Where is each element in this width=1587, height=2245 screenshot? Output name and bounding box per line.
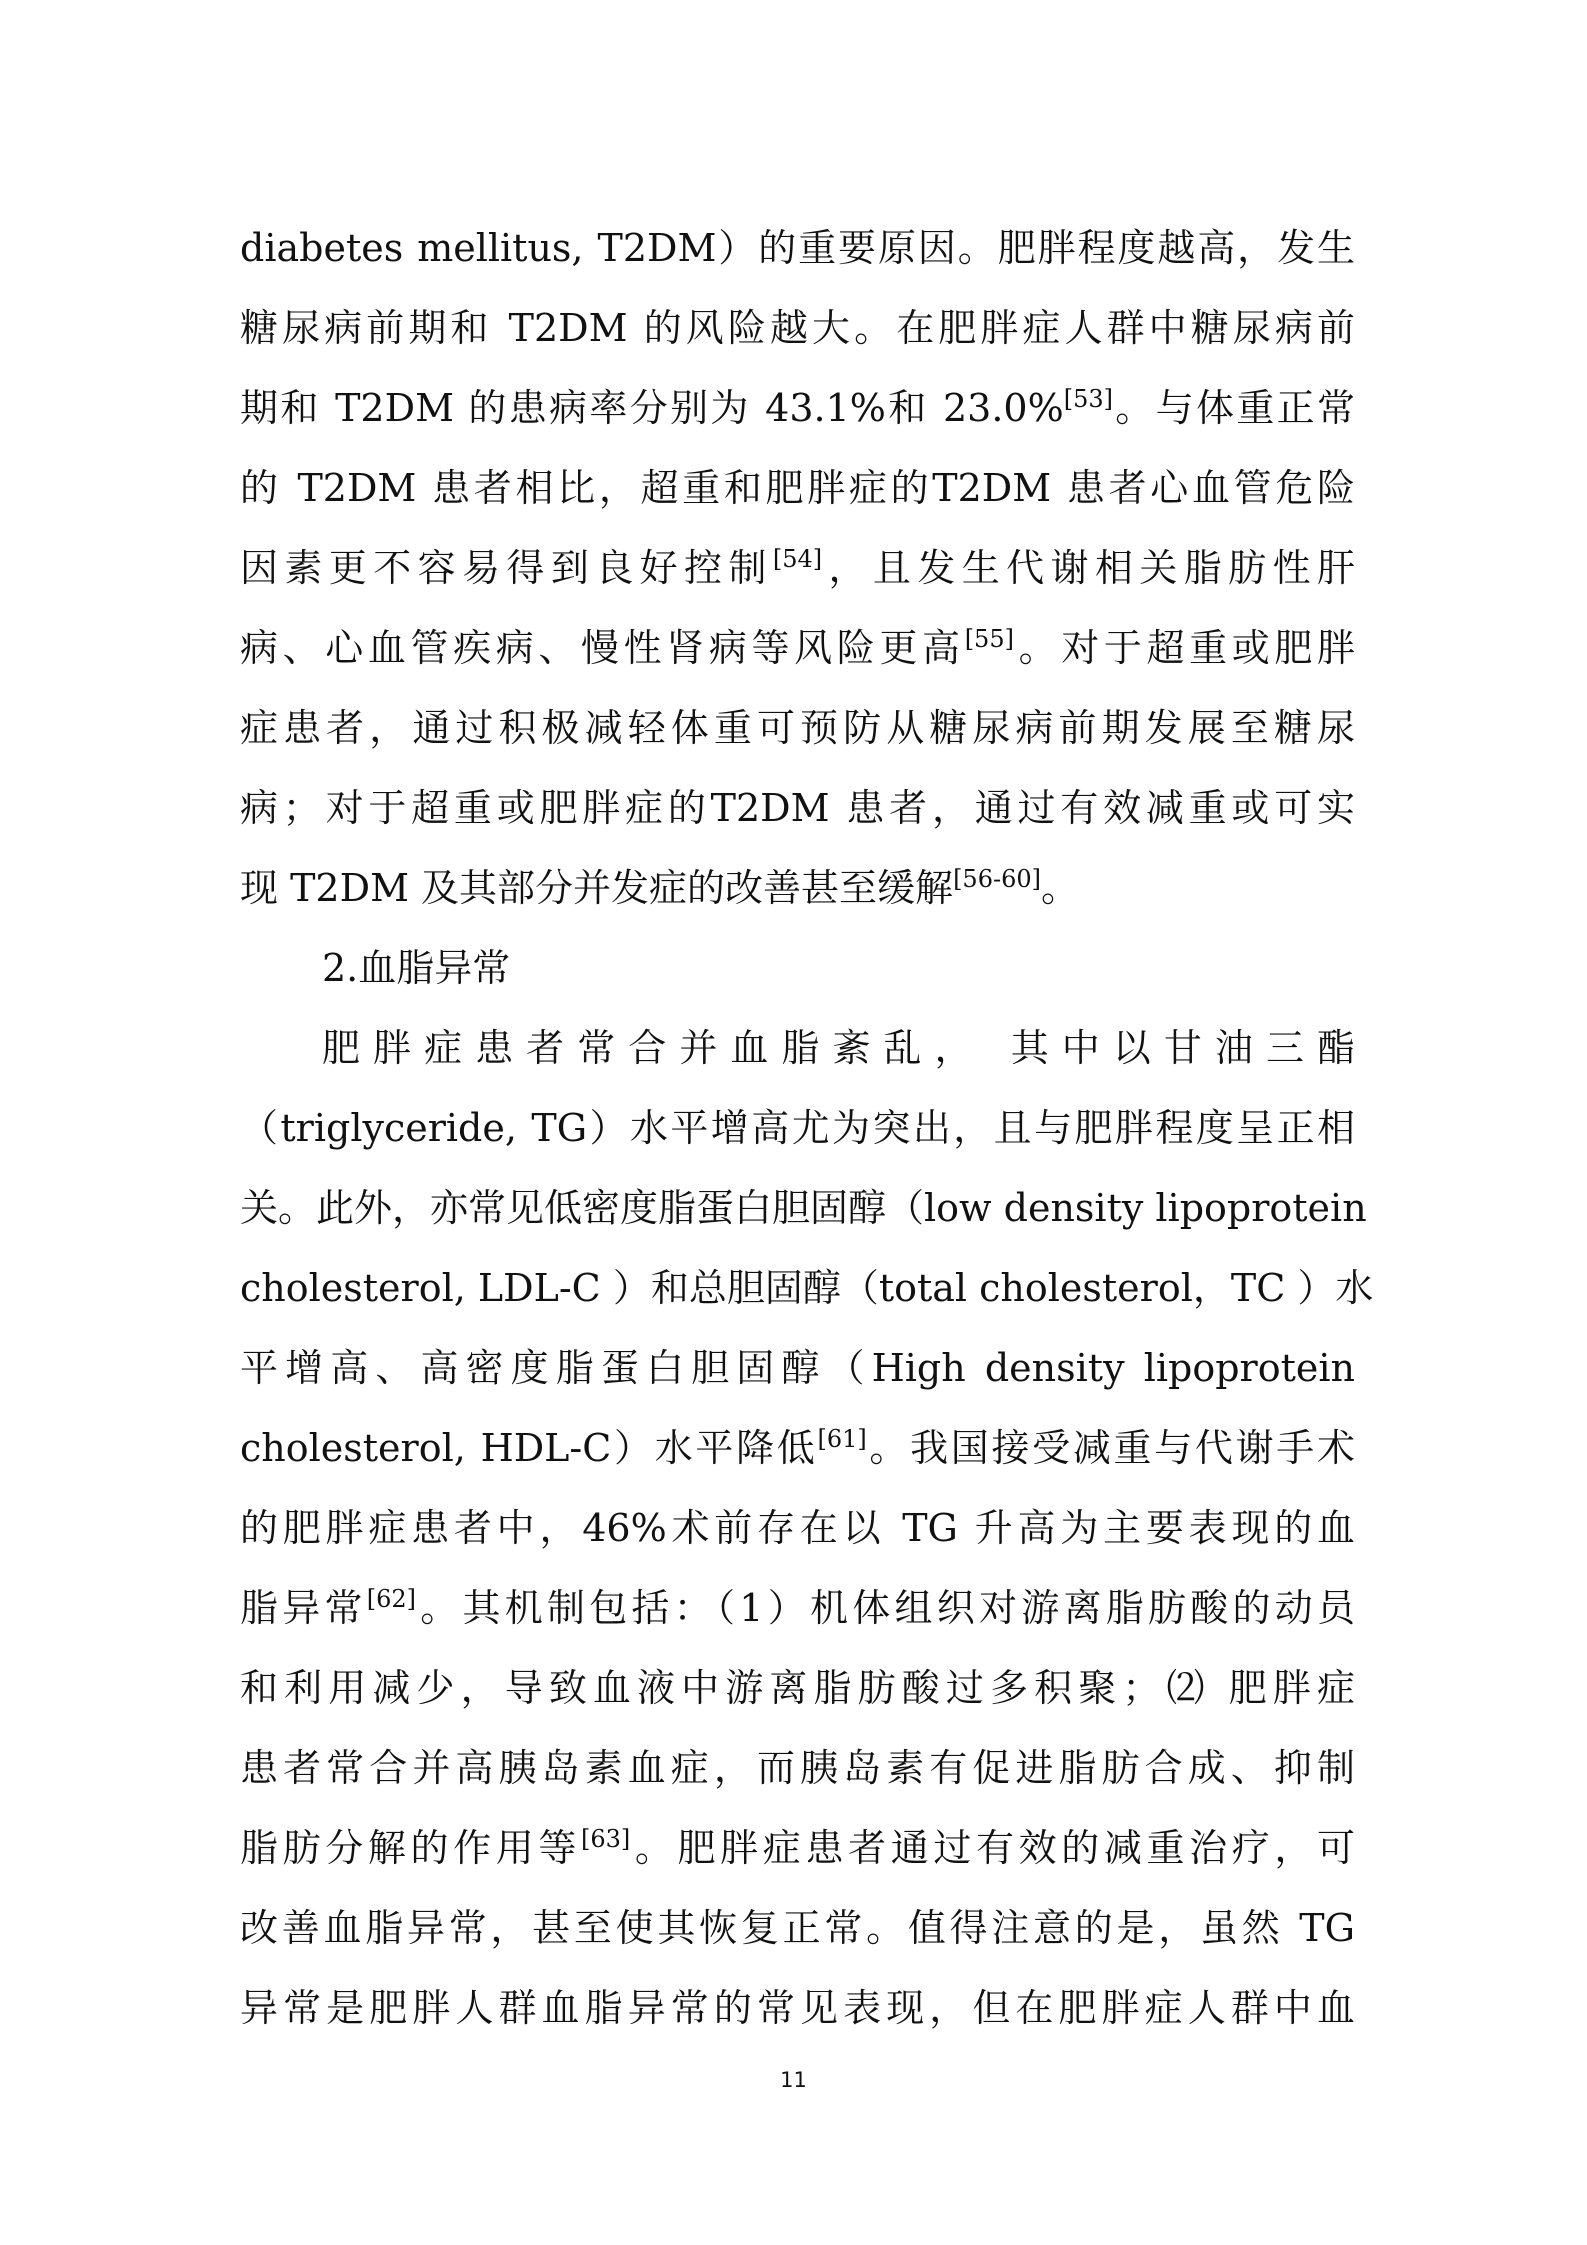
paragraph-line (240, 288, 1355, 368)
section-heading (322, 928, 510, 1008)
paragraph-line (240, 1408, 1355, 1488)
paragraph-line (240, 1808, 1355, 1888)
text-run: 和利用减少，导致血液中游离脂肪酸过多积聚；⑵ 肥胖症 (240, 1666, 1355, 1710)
text-run: cholesterol, LDL-C ）和总胆固醇（total cholesterol，TC ）水 (240, 1266, 1374, 1310)
text-run: 的肥胖症患者中，46%术前存在以 TG 升高为主要表现的血 (240, 1506, 1355, 1550)
text-run: 。 (1040, 866, 1079, 910)
paragraph-line (240, 448, 1355, 528)
text-run: ，且发生代谢相关脂肪性肝 (822, 546, 1355, 590)
paragraph-line (240, 1648, 1355, 1728)
paragraph-line (240, 1488, 1355, 1568)
citation-ref: [56-60] (953, 865, 1041, 893)
text-run: 脂异常 (240, 1586, 367, 1630)
paragraph-line (240, 688, 1355, 768)
paragraph-line (240, 368, 1355, 448)
heading-text: 2.血脂异常 (322, 946, 511, 990)
paragraph-line (240, 1328, 1355, 1408)
text-run: 。我国接受减重与代谢手术 (866, 1426, 1355, 1470)
text-run: 。与体重正常 (1112, 386, 1355, 430)
paragraph-line (240, 1168, 1367, 1248)
paragraph-line (240, 608, 1355, 688)
citation-ref: [61] (817, 1425, 867, 1453)
text-run: 。对于超重或肥胖 (1013, 626, 1355, 670)
text-run: （triglyceride, TG）水平增高尤为突出，且与肥胖程度呈正相 (240, 1106, 1355, 1150)
text-run: 平增高、高密度脂蛋白胆固醇（High density lipoprotein (240, 1346, 1355, 1390)
paragraph-line (240, 1568, 1355, 1648)
paragraph-line (240, 768, 1355, 848)
paragraph-line (240, 848, 1355, 928)
citation-ref: [62] (366, 1585, 417, 1613)
text-run: 期和 T2DM 的患病率分别为 43.1%和 23.0% (240, 386, 1064, 430)
text-run: 因素更不容易得到良好控制 (240, 546, 773, 590)
paragraph-line (240, 1248, 1374, 1328)
page-number: 11 (780, 2068, 807, 2092)
text-run: 。其机制包括：（1）机体组织对游离脂肪酸的动员 (416, 1586, 1355, 1630)
text-run: diabetes mellitus, T2DM）的重要原因。肥胖程度越高，发生 (240, 226, 1355, 270)
text-run: 脂肪分解的作用等 (240, 1826, 582, 1870)
text-run: 症患者，通过积极减轻体重可预防从糖尿病前期发展至糖尿 (240, 706, 1355, 750)
citation-ref: [55] (964, 625, 1014, 653)
paragraph-line (240, 1888, 1355, 1968)
text-run: 患者常合并高胰岛素血症，而胰岛素有促进脂肪合成、抑制 (240, 1746, 1355, 1790)
paragraph-line (240, 1968, 1355, 2048)
text-run: 病、心血管疾病、慢性肾病等风险更高 (240, 626, 965, 670)
text-run: 异常是肥胖人群血脂异常的常见表现，但在肥胖症人群中血 (240, 1986, 1355, 2030)
text-run: 的 T2DM 患者相比，超重和肥胖症的T2DM 患者心血管危险 (240, 466, 1355, 510)
text-run: 糖尿病前期和 T2DM 的风险越大。在肥胖症人群中糖尿病前 (240, 306, 1355, 350)
text-run: cholesterol, HDL-C）水平降低 (240, 1426, 818, 1470)
paragraph-line (240, 1088, 1355, 1168)
text-run: 关。此外，亦常见低密度脂蛋白胆固醇（low density lipoprotein (240, 1186, 1367, 1230)
paragraph-line (240, 208, 1355, 288)
text-run: 病；对于超重或肥胖症的T2DM 患者，通过有效减重或可实 (240, 786, 1355, 830)
text-run: 现 T2DM 及其部分并发症的改善甚至缓解 (240, 866, 954, 910)
paragraph-line (240, 1728, 1355, 1808)
text-run: 改善血脂异常，甚至使其恢复正常。值得注意的是，虽然 TG (240, 1906, 1355, 1950)
paragraph-line (322, 1008, 1355, 1088)
text-run: 。肥胖症患者通过有效的减重治疗，可 (630, 1826, 1355, 1870)
text-run: 肥胖症患者常合并血脂紊乱， 其中以甘油三酯 (322, 1026, 1355, 1070)
citation-ref: [63] (581, 1825, 631, 1853)
citation-ref: [53] (1063, 385, 1113, 413)
paragraph-line (240, 528, 1355, 608)
citation-ref: [54] (772, 545, 823, 573)
